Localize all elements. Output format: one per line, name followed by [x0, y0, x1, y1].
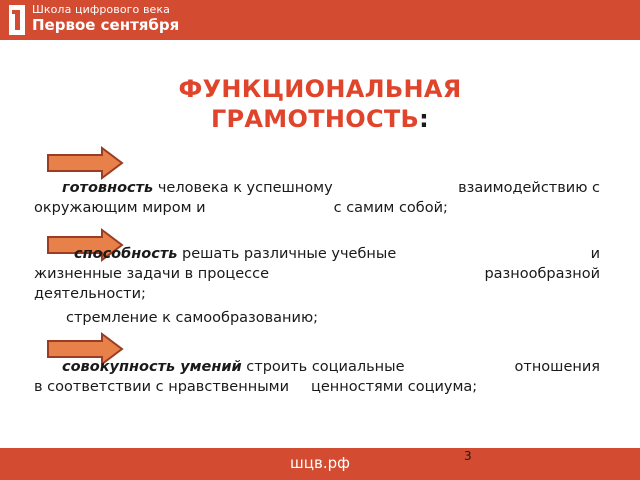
- title-line-1: ФУНКЦИОНАЛЬНАЯ: [178, 75, 462, 103]
- item-keyword: совокупность умений: [62, 359, 242, 375]
- title-line-2: [100, 104, 540, 134]
- page-number: 3: [464, 449, 472, 463]
- item-text: с самим собой;: [333, 200, 448, 216]
- list-item: [34, 308, 600, 328]
- item-text: взаимодействию с: [458, 180, 600, 196]
- item-text: жизненные задачи в процессе: [34, 266, 270, 282]
- title-line-2-text: ГРАМОТНОСТЬ: [210, 105, 420, 133]
- item-text: строить социальные: [246, 359, 405, 375]
- item-text: деятельности;: [34, 286, 146, 302]
- item-text: ценностями социума;: [311, 379, 478, 395]
- footer-site: шцв.рф: [290, 454, 350, 472]
- right-arrow-icon: [46, 146, 124, 180]
- item-text: решать различные учебные: [182, 246, 397, 262]
- item-text: отношения: [514, 359, 600, 375]
- item-text: окружающим миром и: [34, 200, 206, 216]
- list-item: [34, 244, 600, 304]
- school-logo-icon: [9, 5, 25, 35]
- title-colon: :: [419, 105, 430, 133]
- item-text: человека к успешному: [157, 180, 333, 196]
- list-item: [34, 178, 600, 218]
- item-text: и: [590, 246, 600, 262]
- item-text: разнообразной: [484, 266, 600, 282]
- item-keyword: способность: [74, 246, 178, 262]
- slide-title: [100, 74, 540, 134]
- item-keyword: готовность: [62, 180, 154, 196]
- logo-title: Первое сентября: [32, 16, 180, 34]
- list-item: [34, 357, 600, 397]
- logo-subtitle: Школа цифрового века: [32, 3, 171, 16]
- item-text: стремление к самообразованию;: [66, 310, 319, 326]
- item-text: в соответствии с нравственными: [34, 379, 290, 395]
